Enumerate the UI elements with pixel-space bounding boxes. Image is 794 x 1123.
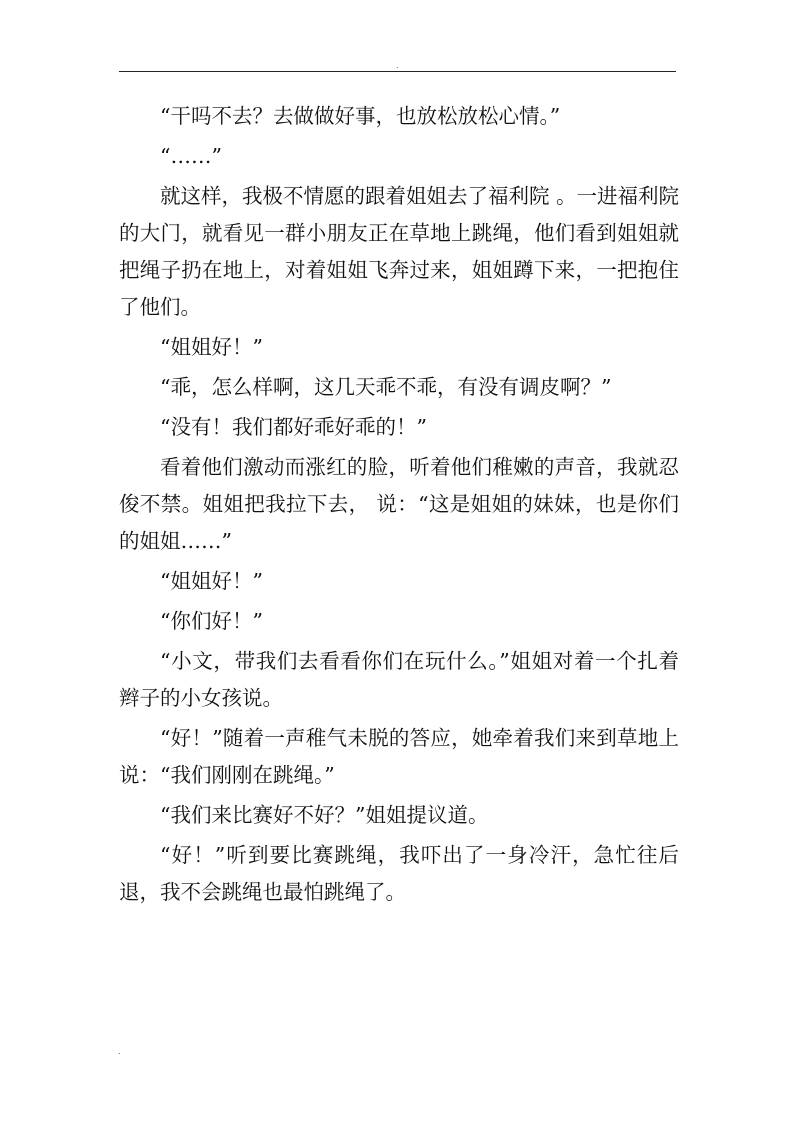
footer-mark: . xyxy=(118,1047,121,1056)
paragraph-11: “好！”随着一声稚气未脱的答应，她牵着我们来到草地上说：“我们刚刚在跳绳。” xyxy=(119,726,679,787)
paragraph-12: “我们来比赛好不好？”姐姐提议道。 xyxy=(160,803,489,827)
paragraph-7: 看着他们激动而涨红的脸，听着他们稚嫩的声音，我就忍俊不禁。姐姐把我拉下去， 说：“这是姐姐的妹妹，也是你们的姐姐……” xyxy=(119,455,679,553)
paragraph-8: “姐姐好！” xyxy=(160,569,263,593)
header-rule xyxy=(119,71,676,72)
story-body xyxy=(119,98,679,914)
paragraph-3: 就这样，我极不情愿的跟着姐姐去了福利院 。一进福利院的大门，就看见一群小朋友正在草地上跳绳，他们看到姐姐就把绳子扔在地上，对着姐姐飞奔过来，姐姐蹲下来，一把抱住了他们。 xyxy=(119,184,680,319)
paragraph-1: “干吗不去？去做做好事，也放松放松心情。” xyxy=(160,104,561,128)
paragraph-10: “小文，带我们去看看你们在玩什么。”姐姐对着一个扎着辫子的小女孩说。 xyxy=(119,649,679,710)
paragraph-9: “你们好！” xyxy=(160,609,263,633)
paragraph-6: “没有！我们都好乖好乖的！” xyxy=(160,415,427,439)
paragraph-5: “乖，怎么样啊，这几天乖不乖，有没有调皮啊？” xyxy=(160,375,612,399)
paragraph-2: “……” xyxy=(160,144,222,168)
header-mark: . xyxy=(396,61,399,70)
paragraph-13: “好！”听到要比赛跳绳，我吓出了一身冷汗，急忙往后退，我不会跳绳也最怕跳绳了。 xyxy=(119,843,679,904)
paragraph-4: “姐姐好！” xyxy=(160,335,263,359)
